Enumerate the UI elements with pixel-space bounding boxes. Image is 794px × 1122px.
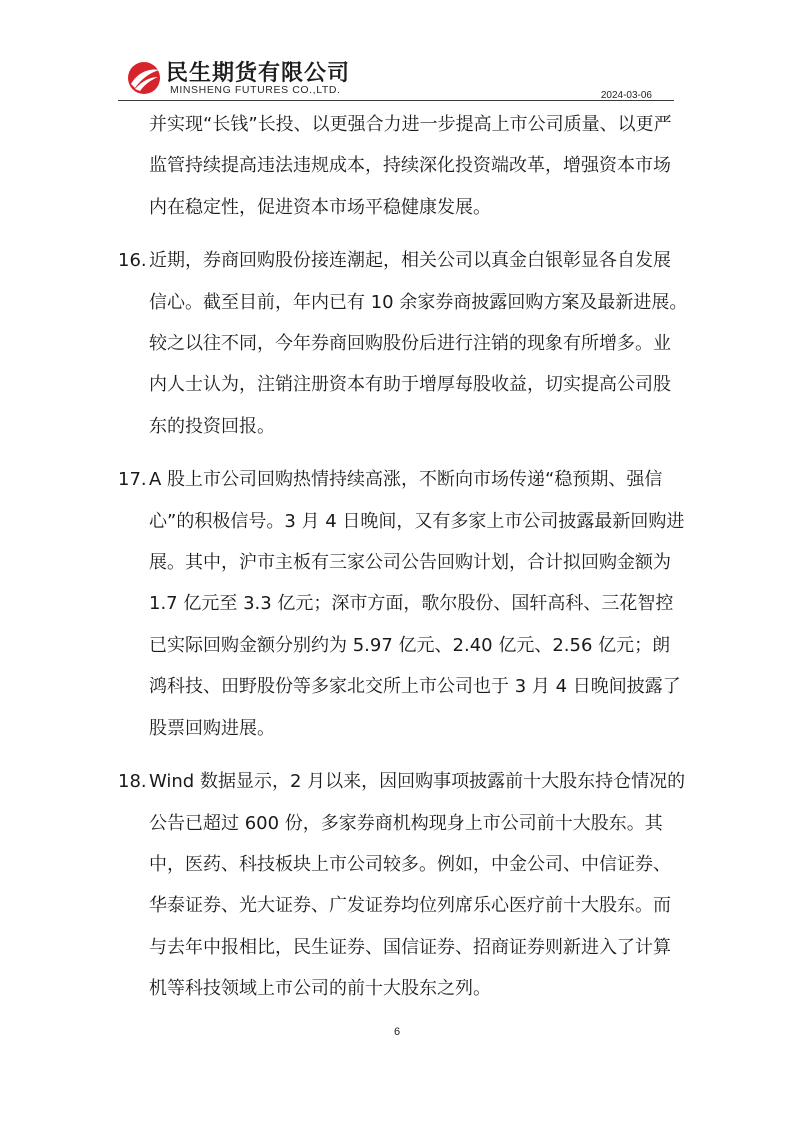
list-item bbox=[118, 761, 688, 1009]
list-item bbox=[118, 240, 688, 447]
list-item-number: 17. bbox=[118, 469, 147, 491]
company-name-cn: 民生期货有限公司 bbox=[166, 61, 351, 86]
page-header bbox=[118, 50, 674, 102]
list-item-text: A 股上市公司回购热情持续高涨，不断向市场传递“稳预期、强信心”的积极信号。3 月 4 日晚间，又有多家上市公司披露最新回购进展。其中，沪市主板有三家公司公告回购计划，合计拟回购金额为 1.7 亿元至 3.3 亿元；深市方面，歌尔股份、国轩高科、三花智控已实际回购金额分别约为 5.97 亿元、2.40 亿元、2.56 亿元；朗鸿科技、田野股份等多家北交所上市公司也于 3 月 4 日晚间披露了股票回购进展。 bbox=[149, 469, 685, 739]
list-item bbox=[118, 459, 688, 749]
report-date: 2024-03-06 bbox=[600, 90, 652, 101]
company-name-en: MINSHENG FUTURES CO.,LTD. bbox=[170, 84, 341, 96]
continuation-paragraph: 并实现“长钱”长投、以更强合力进一步提高上市公司质量、以更严监管持续提高违法违规成本，持续深化投资端改革，增强资本市场内在稳定性，促进资本市场平稳健康发展。 bbox=[149, 114, 672, 218]
list-item-number: 16. bbox=[118, 250, 147, 272]
minsheng-logo-icon bbox=[126, 60, 162, 96]
list-item-text: 近期，券商回购股份接连潮起，相关公司以真金白银彰显各自发展信心。截至目前，年内已有 10 余家券商披露回购方案及最新进展。较之以往不同，今年券商回购股份后进行注销的现象有所增多。业内人士认为，注销注册资本有助于增厚每股收益，切实提高公司股东的投资回报。 bbox=[149, 250, 688, 437]
page-number: 6 bbox=[393, 1026, 401, 1038]
list-item-text: Wind 数据显示，2 月以来，因回购事项披露前十大股东持仓情况的公告已超过 600 份，多家券商机构现身上市公司前十大股东。其中，医药、科技板块上市公司较多。例如，中金公司、中信证券、华泰证券、光大证券、广发证券均位列席乐心医疗前十大股东。而与去年中报相比，民生证券、国信证券、招商证券则新进入了计算机等科技领域上市公司的前十大股东之列。 bbox=[149, 771, 686, 1000]
body-content bbox=[118, 104, 688, 1010]
list-item-number: 18. bbox=[118, 771, 147, 793]
header-divider bbox=[118, 100, 674, 101]
